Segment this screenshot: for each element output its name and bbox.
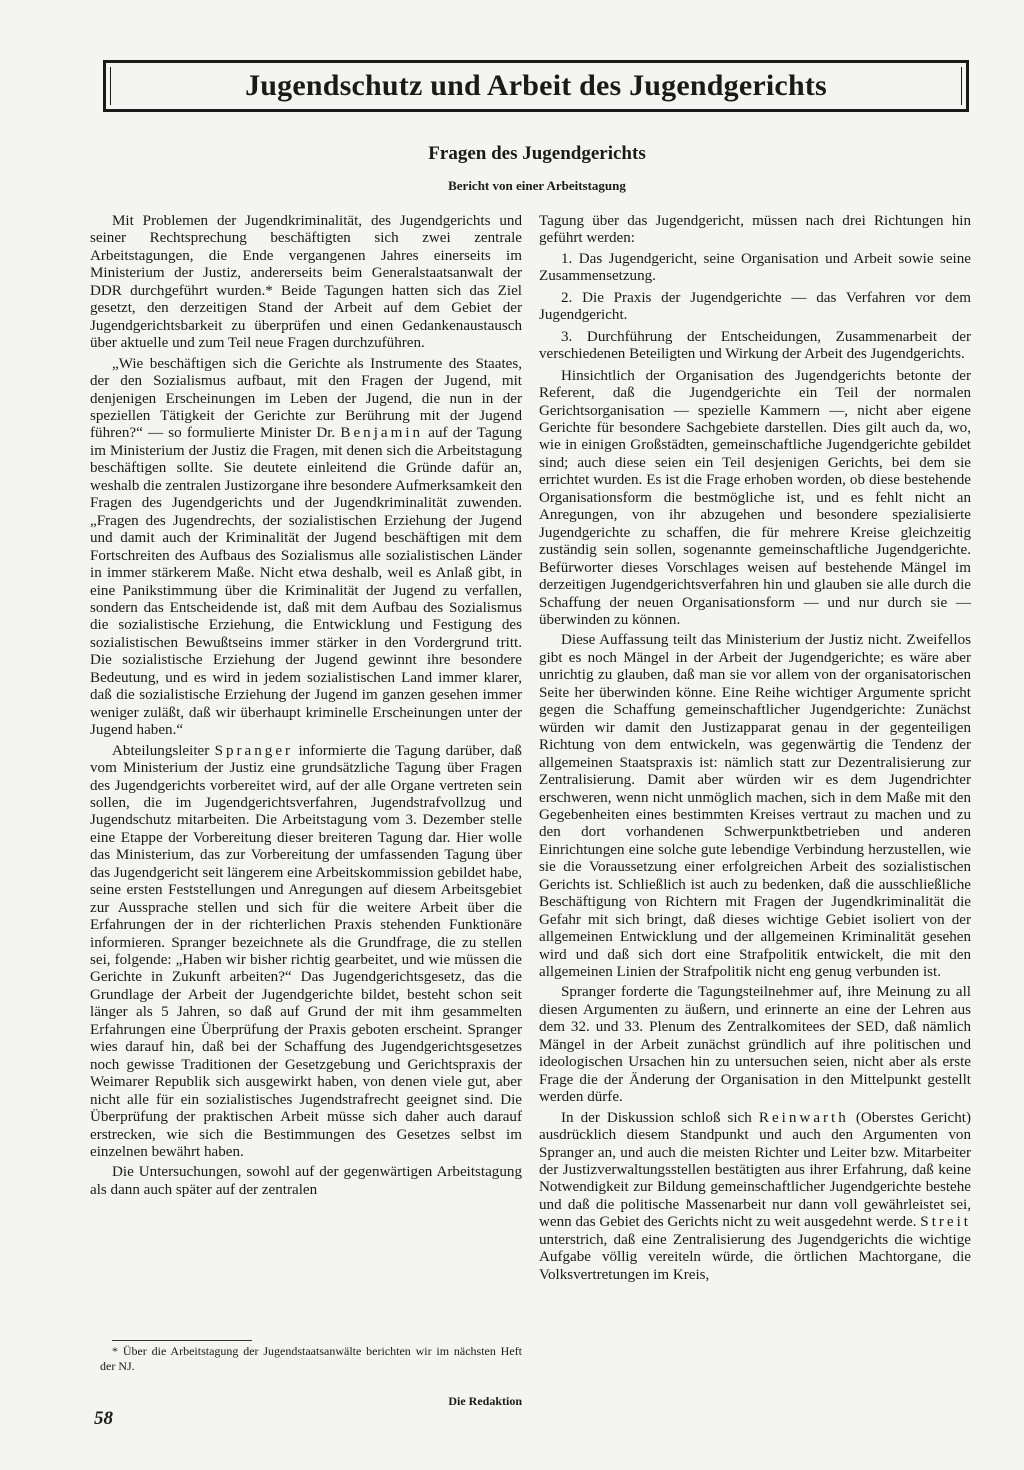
- footnote-text: * Über die Arbeitstagung der Jugendstaatsanwälte berichten wir im nächsten Heft der NJ.: [100, 1344, 522, 1373]
- paragraph: Mit Problemen der Jugendkriminalität, des Jugendgerichts und seiner Rechtsprechung beschäftigten sich zwei zentrale Arbeitstagungen, die Ende vergangenen Jahres einerseits im Ministerium der Justiz, andererseits beim Generalstaatsanwalt der DDR durchgeführt wurden.* Beide Tagungen hatten sich das Ziel gesetzt, den derzeitigen Stand der Arbeit auf dem Gebiet der Jugendgerichtsbarkeit zu überprüfen und einen Gedankenaustausch über aktuelle und zum Teil neue Fragen durchzuführen.: [90, 213, 522, 352]
- list-item: 1. Das Jugendgericht, seine Organisation und Arbeit sowie seine Zusammensetzung.: [539, 250, 971, 285]
- person-name: Benjamin: [340, 425, 424, 442]
- footnote-divider: [112, 1340, 252, 1341]
- article-subtitle: Bericht von einer Arbeitstagung: [448, 178, 626, 193]
- headline-banner: [103, 60, 969, 112]
- person-name: Streit: [920, 1214, 971, 1231]
- paragraph: Abteilungsleiter Spranger informierte die Tagung darüber, daß vom Ministerium der Justiz eine grundsätzliche Tagung über Fragen des Jugendgerichts vorbereitet wird, auf der alle Organe vertreten sein sollen, die im Jugendgerichtsverfahren, Jugendstrafvollzug und Jugendschutz mitarbeiten. Die Arbeitstagung vom 3. Dezember stelle eine Etappe der Vorbereitung dieser breiteren Tagung dar. Hier wolle das Ministerium, das zur Vorbereitung der umfassenden Tagung über das Jugendgericht seit längerem eine Arbeitskommission gebildet habe, seine ersten Feststellungen und Anregungen auf diesem Arbeitsgebiet zur Aussprache stellen und sich für die weitere Arbeit über die Erfahrungen der in der richterlichen Praxis stehenden Funktionäre informieren. Spranger bezeichnete als die Grundfrage, die zu stellen sei, folgende: „Haben wir bisher richtig gearbeitet, und wie müssen die Gerichte in Zukunft arbeiten?“ Das Jugendgerichtsgesetz, das die Grundlage der Arbeit der Jugendgerichte bildet, besteht schon seit länger als 5 Jahren, so daß auf Grund der mit ihm gesammelten Erfahrungen eine Überprüfung der Praxis geboten erscheint. Spranger wies darauf hin, daß bei der Schaffung des Jugendgerichtsgesetzes noch gewisse Traditionen der Gesetzgebung und Gerichtspraxis der Weimarer Republik sich ausgewirkt haben, von denen viele gut, aber nicht alle für ein sozialistisches Jugendstrafrecht geeignet sind. Die Überprüfung der praktischen Arbeit müsse sich daher auch darauf erstrecken, wie sich die Bestimmungen des Gesetzes selbst im einzelnen bewährt haben.: [90, 742, 522, 1161]
- list-item: 3. Durchführung der Entscheidungen, Zusammenarbeit der verschiedenen Beteiligten und Wirkung der Arbeit des Jugendgerichts.: [539, 328, 971, 363]
- editorial-signature: Die Redaktion: [448, 1394, 522, 1408]
- left-column: [90, 213, 522, 1202]
- paragraph: In der Diskussion schloß sich Reinwarth (Oberstes Gericht) ausdrücklich diesem Standpunkt und auch den Argumenten von Spranger an, und auch die meisten Richter und Leiter bzw. Mitarbeiter der Justizverwaltungsstellen bestätigten aus ihrer Erfahrung, daß keine Notwendigkeit zur Bildung gemeinschaftlicher Jugendgerichte bestehe und daß die politische Massenarbeit nur dann voll gewährleistet sei, wenn das Gebiet des Gerichts nicht zu weit ausgedehnt werde. Streit unterstrich, daß eine Zentralisierung des Jugendgerichts die wichtige Aufgabe völlig vereiteln würde, die örtlichen Machtorgane, die Volksvertretungen im Kreis,: [539, 1109, 971, 1283]
- person-name: Spranger: [214, 742, 294, 759]
- footnote: [100, 1344, 522, 1374]
- paragraph: Diese Auffassung teilt das Ministerium der Justiz nicht. Zweifellos gibt es noch Mängel in der Arbeit der Jugendgerichte; es wäre aber unrichtig zu glauben, daß man sie vor allem von der organisatorischen Seite her überwinden könne. Eine Reihe wichtiger Argumente spricht gegen die Schaffung gemeinschaftlicher Jugendgerichte: Zunächst würden wir damit den Justizapparat genau in der gegenteiligen Richtung von dem entwickeln, was gegenwärtig die Tendenz der allgemeinen Staatspraxis ist: nämlich statt zur Dezentralisierung zur Zentralisierung. Damit aber würden wir es dem Jugendrichter erschweren, wenn nicht unmöglich machen, sich in dem Maße mit den Gegebenheiten eines bestimmten Kreises vertraut zu machen und zu den dort vorhandenen Schwerpunktbetrieben und anderen Einrichtungen eine solche gute lebendige Verbindung herzustellen, wie sie die Voraussetzung einer erfolgreichen Arbeit des sozialistischen Gerichts ist. Schließlich ist auch zu bedenken, daß die ausschließliche Beschäftigung von Richtern mit Fragen der Jugendkriminalität die Gefahr mit sich bringt, daß dieses wichtige Gebiet isoliert von der allgemeinen Entwicklung und der allgemeinen Kriminalität gesehen wird und daß sich dort eine Strafpolitik entwickelt, die mit den allgemeinen Linien der Strafpolitik nicht eng genug verbunden ist.: [539, 632, 971, 981]
- paragraph: Hinsichtlich der Organisation des Jugendgerichts betonte der Referent, daß die Jugendgerichte ein Teil der normalen Gerichtsorganisation — spezielle Kammern —, nicht aber eigene Gerichte für besondere Sachgebiete darstellen. Dies gilt auch da, wo, wie in einigen Großstädten, gemeinschaftliche Jugendgerichte gebildet sind; auch diese seien ein Teil desjenigen Gerichts, bei dem sie errichtet wurden. Es ist die Frage erhoben worden, ob diese bestehende Organisationsform die bestmögliche ist, und es fehlt nicht an Anregungen, von ihr abzugehen und besondere spezialisierte Jugendgerichte zu schaffen, die für mehrere Kreise gleichzeitig zuständig sein sollen, sogenannte gemeinschaftliche Jugendgerichte. Befürworter dieses Vorschlages weisen auf bestehende Mängel im derzeitigen Jugendgerichtsverfahren hin und glauben sie alle durch die Schaffung der neuen Organisationsform — und nur durch sie — überwinden zu können.: [539, 367, 971, 628]
- article-title: Fragen des Jugendgerichts: [428, 143, 646, 164]
- paragraph: Die Untersuchungen, sowohl auf der gegenwärtigen Arbeitstagung als dann auch später auf der zentralen: [90, 1164, 522, 1198]
- right-column: [539, 213, 971, 1287]
- list-item: 2. Die Praxis der Jugendgerichte — das Verfahren vor dem Jugendgericht.: [539, 289, 971, 324]
- person-name: Reinwarth: [758, 1109, 849, 1126]
- page-headline: Jugendschutz und Arbeit des Jugendgerichts: [245, 69, 827, 102]
- page-number: 58: [94, 1408, 113, 1429]
- paragraph: Tagung über das Jugendgericht, müssen nach drei Richtungen hin geführt werden:: [539, 213, 971, 247]
- paragraph: „Wie beschäftigen sich die Gerichte als Instrumente des Staates, der den Sozialismus aufbaut, mit den Fragen der Jugend, mit denjenigen Erscheinungen im Leben der Jugend, die nun in der speziellen Tätigkeit der Gerichte zur Berührung mit der Jugend führen?“ — so formulierte Minister Dr. Benjamin auf der Tagung im Ministerium der Justiz die Fragen, mit denen sich die Arbeitstagung beschäftigen sollte. Sie deutete einleitend die Gründe dafür an, weshalb die zentralen Justizorgane ihre besondere Aufmerksamkeit den Fragen des Jugendgerichts und der Jugendkriminalität zuwenden. „Fragen des Jugendrechts, der sozialistischen Erziehung der Jugend und damit auch der Kriminalität der Jugend beschäftigen mit dem Fortschreiten des Aufbaus des Sozialismus alle sozialistischen Länder in immer stärkerem Maße. Nicht etwa deshalb, weil es Anlaß gibt, in eine Panikstimmung über die Kriminalität der Jugend zu verfallen, sondern das Entscheidende ist, daß mit dem Aufbau des Sozialismus die sozialistische Erziehung, die Entwicklung und Festigung des sozialistischen Bewußtseins immer stärker in den Vordergrund tritt. Die sozialistische Erziehung der Jugend gewinnt ihre besondere Bedeutung, und es wird in jedem sozialistischen Land immer klarer, daß die sozialistische Erziehung der Jugend im ganzen gesehen immer weniger zuläßt, daß wir überhaupt kriminelle Erscheinungen unter der Jugend haben.“: [90, 355, 522, 739]
- paragraph: Spranger forderte die Tagungsteilnehmer auf, ihre Meinung zu all diesen Argumenten zu äußern, und erinnerte an eine der Lehren aus dem 32. und 33. Plenum des Zentralkomitees der SED, daß nämlich Mängel in der Arbeit zunächst gründlich auf ihre politischen und ideologischen Ursachen hin zu untersuchen seien, nicht aber als erste Frage die der Änderung der Organisation in den Mittelpunkt gestellt werden dürfe.: [539, 984, 971, 1106]
